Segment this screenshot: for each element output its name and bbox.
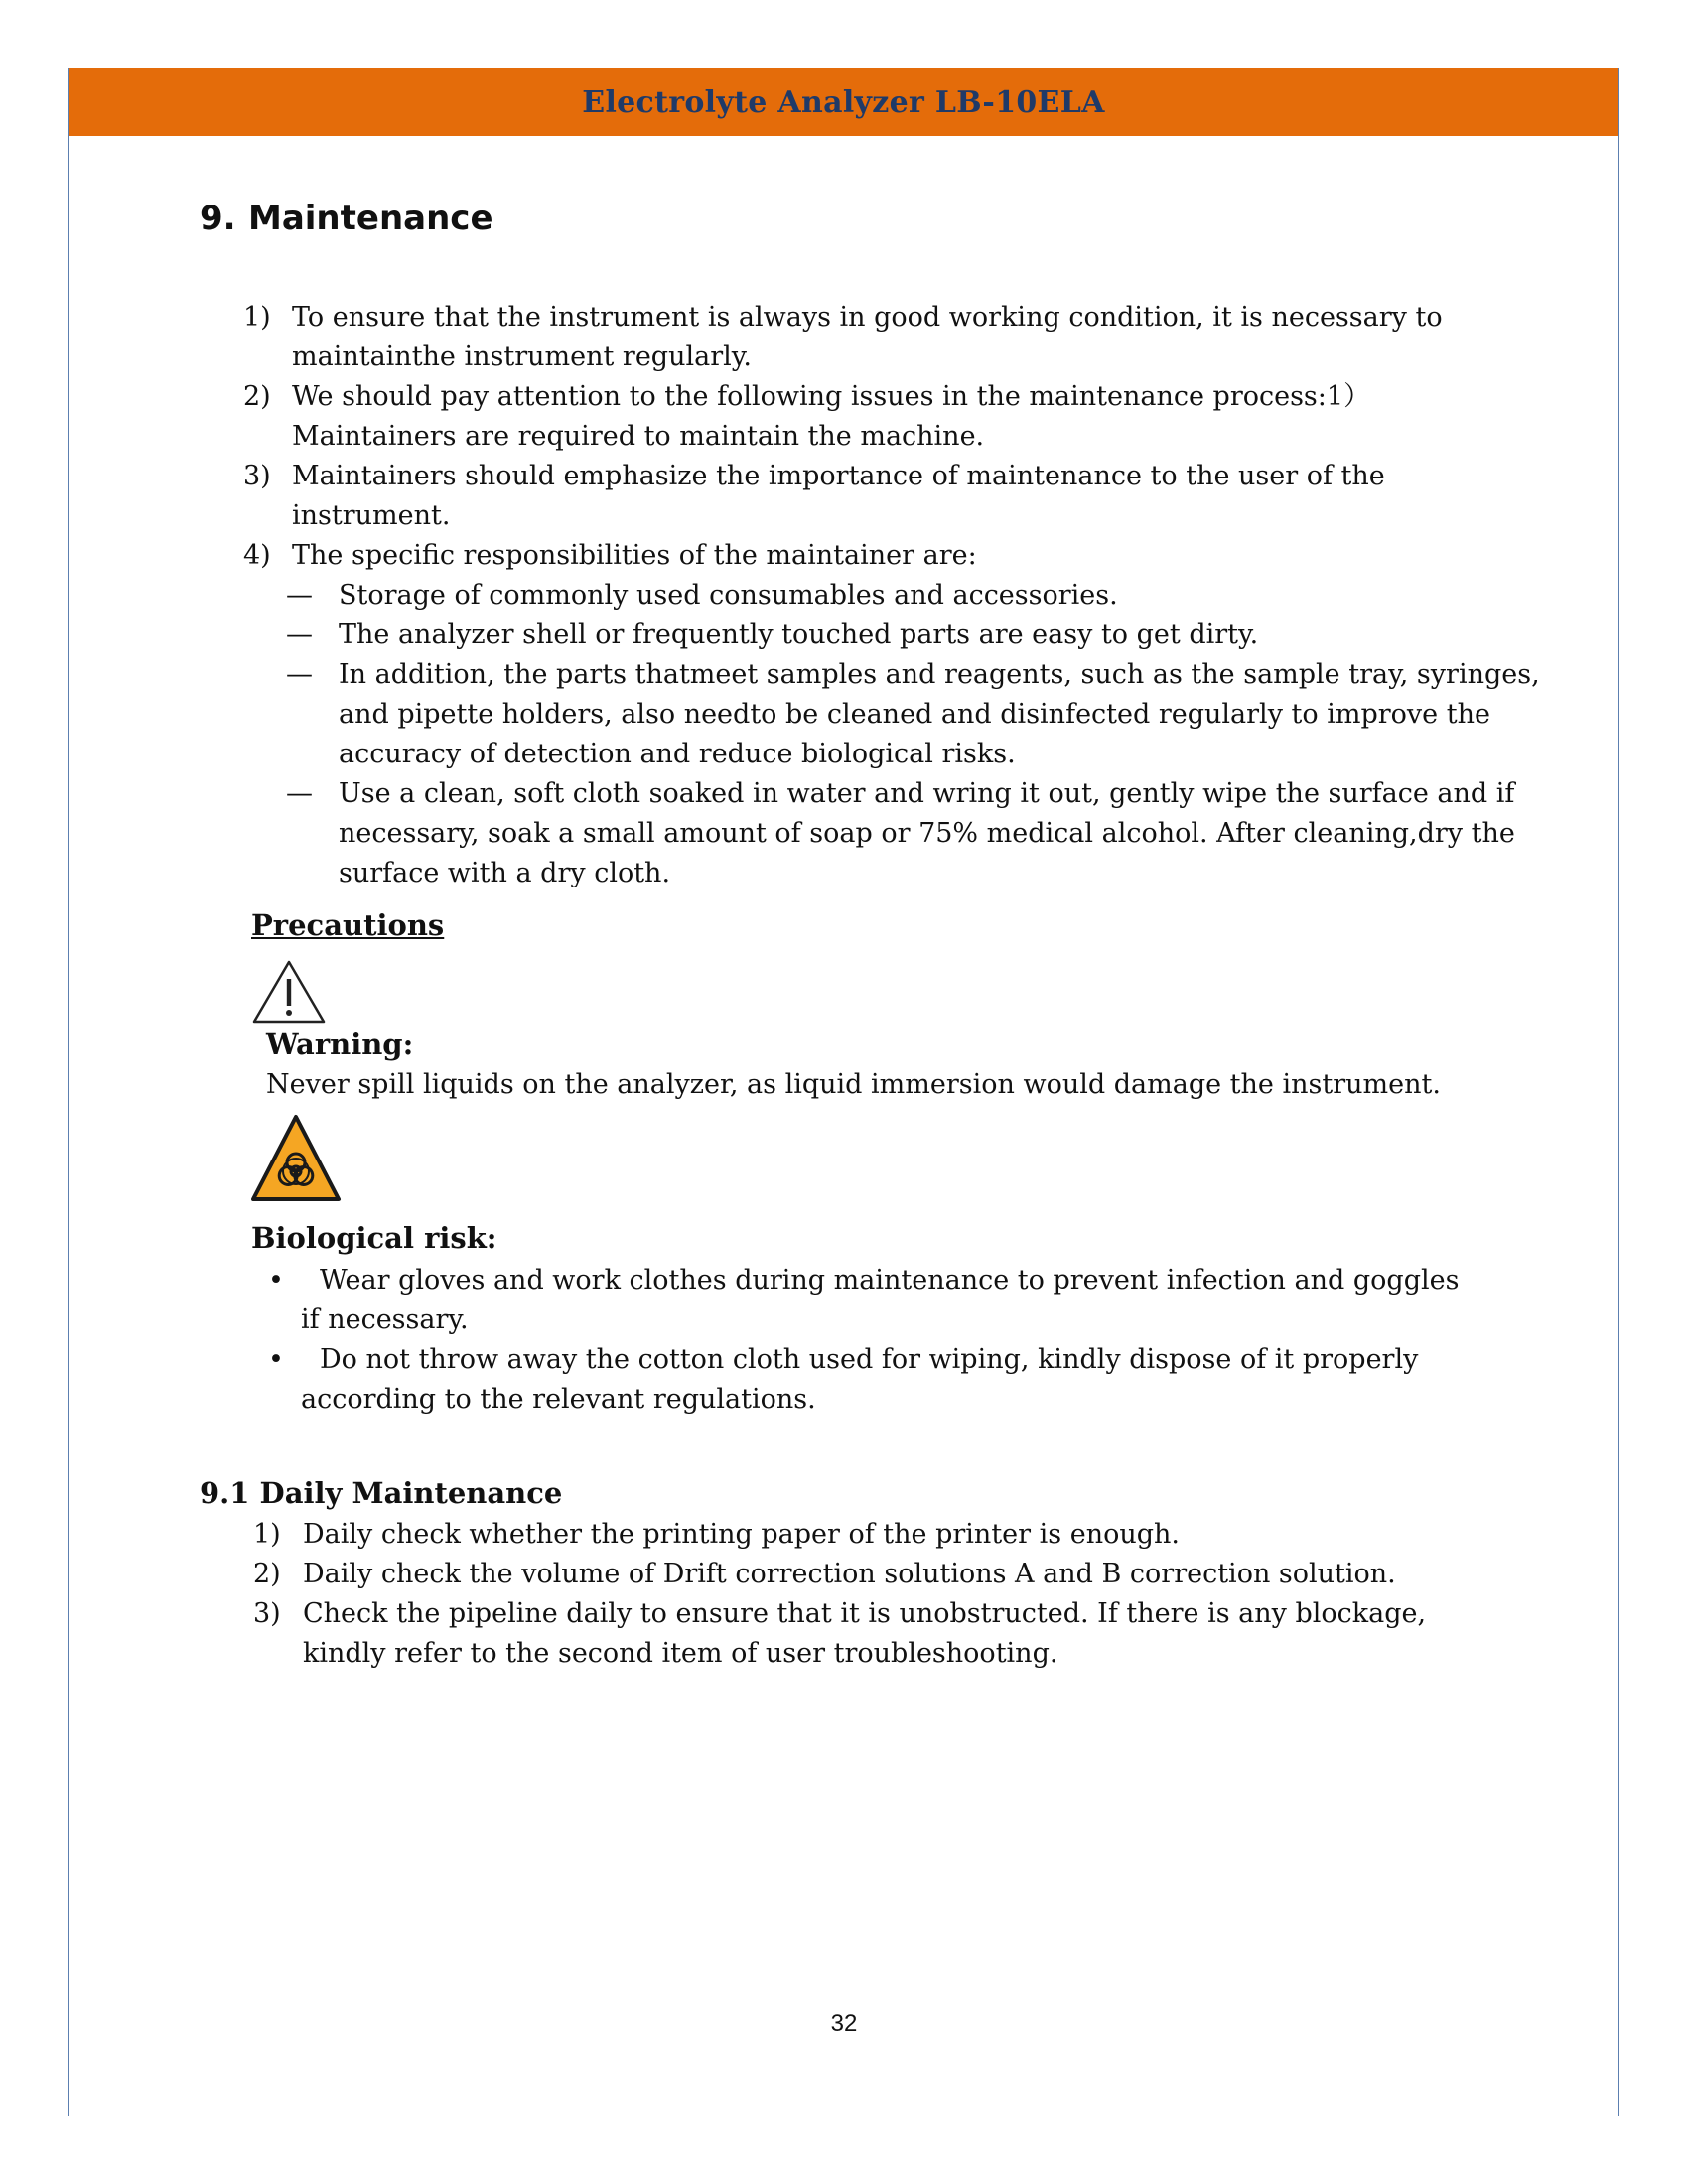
bullet-line: if necessary. bbox=[301, 1304, 469, 1335]
header-title: Electrolyte Analyzer LB-10ELA bbox=[582, 84, 1105, 120]
item-marker: 3) bbox=[243, 461, 271, 491]
biohazard-icon bbox=[250, 1114, 342, 1203]
sub-item bbox=[286, 576, 1577, 615]
page-number: 32 bbox=[830, 2010, 858, 2037]
sub-item bbox=[286, 774, 1577, 893]
list-item bbox=[243, 457, 1455, 536]
dash-marker: — bbox=[286, 580, 313, 611]
bullet-marker: • bbox=[268, 1265, 284, 1296]
dash-marker: — bbox=[286, 619, 313, 650]
biological-risk-label: Biological risk: bbox=[251, 1221, 497, 1255]
item-line: We should pay attention to the following issues in the maintenance process:1） bbox=[292, 381, 1371, 412]
list-item bbox=[243, 377, 1455, 457]
item-line: Daily check the volume of Drift correction solutions A and B correction solution. bbox=[303, 1559, 1396, 1589]
sub-item-line: surface with a dry cloth. bbox=[339, 858, 671, 888]
sub-item bbox=[286, 615, 1577, 655]
item-line: To ensure that the instrument is always in good working condition, it is necessary to bbox=[292, 302, 1443, 333]
bullet-item bbox=[268, 1340, 1559, 1380]
bullet-line: according to the relevant regulations. bbox=[301, 1384, 816, 1415]
item-line: Maintainers are required to maintain the machine. bbox=[292, 421, 985, 452]
item-line: Daily check whether the printing paper of the printer is enough. bbox=[303, 1519, 1180, 1550]
sub-item-line: Use a clean, soft cloth soaked in water and wring it out, gently wipe the surface and if bbox=[339, 778, 1515, 809]
sub-item-line: and pipette holders, also needto be cleaned and disinfected regularly to improve the bbox=[339, 699, 1490, 730]
item-line: maintainthe instrument regularly. bbox=[292, 341, 753, 372]
item-line: kindly refer to the second item of user troubleshooting. bbox=[303, 1638, 1058, 1669]
header-bar bbox=[69, 68, 1618, 136]
section-heading bbox=[200, 199, 493, 238]
list-item bbox=[253, 1515, 1544, 1555]
list-item bbox=[253, 1555, 1544, 1594]
sub-item-line: In addition, the parts thatmeet samples and reagents, such as the sample tray, syringes, bbox=[339, 659, 1540, 690]
dash-marker: — bbox=[286, 659, 313, 690]
item-line: Maintainers should emphasize the importance of maintenance to the user of the bbox=[292, 461, 1385, 491]
subsection-heading: 9.1 Daily Maintenance bbox=[200, 1476, 563, 1510]
warning-label: Warning: bbox=[266, 1027, 414, 1061]
item-line: Check the pipeline daily to ensure that it is unobstructed. If there is any blockage, bbox=[303, 1598, 1427, 1629]
sub-item-line: necessary, soak a small amount of soap or 75% medical alcohol. After cleaning,dry the bbox=[339, 818, 1515, 849]
list-item bbox=[243, 298, 1455, 377]
warning-triangle-icon bbox=[251, 959, 327, 1024]
sub-item bbox=[286, 655, 1577, 774]
bullet-marker: • bbox=[268, 1344, 284, 1375]
item-marker: 4) bbox=[243, 540, 271, 571]
warning-text: Never spill liquids on the analyzer, as liquid immersion would damage the instrument. bbox=[266, 1069, 1441, 1100]
item-marker: 3) bbox=[253, 1598, 281, 1629]
item-line: The specific responsibilities of the maintainer are: bbox=[292, 540, 977, 571]
list-item bbox=[253, 1594, 1544, 1674]
section-number: 9. bbox=[200, 199, 236, 238]
item-marker: 1) bbox=[243, 302, 271, 333]
section-title: Maintenance bbox=[248, 199, 493, 238]
bullet-line: Wear gloves and work clothes during maintenance to prevent infection and goggles bbox=[320, 1265, 1460, 1296]
bullet-line: Do not throw away the cotton cloth used for wiping, kindly dispose of it properly bbox=[320, 1344, 1419, 1375]
dash-marker: — bbox=[286, 778, 313, 809]
item-marker: 1) bbox=[253, 1519, 281, 1550]
item-line: instrument. bbox=[292, 500, 451, 531]
list-item bbox=[243, 536, 1455, 576]
sub-item-line: The analyzer shell or frequently touched parts are easy to get dirty. bbox=[339, 619, 1259, 650]
bullet-item bbox=[268, 1261, 1559, 1300]
item-marker: 2) bbox=[253, 1559, 281, 1589]
item-marker: 2) bbox=[243, 381, 271, 412]
sub-item-line: Storage of commonly used consumables and accessories. bbox=[339, 580, 1118, 611]
precautions-heading: Precautions bbox=[251, 908, 445, 942]
sub-item-line: accuracy of detection and reduce biological risks. bbox=[339, 739, 1016, 769]
